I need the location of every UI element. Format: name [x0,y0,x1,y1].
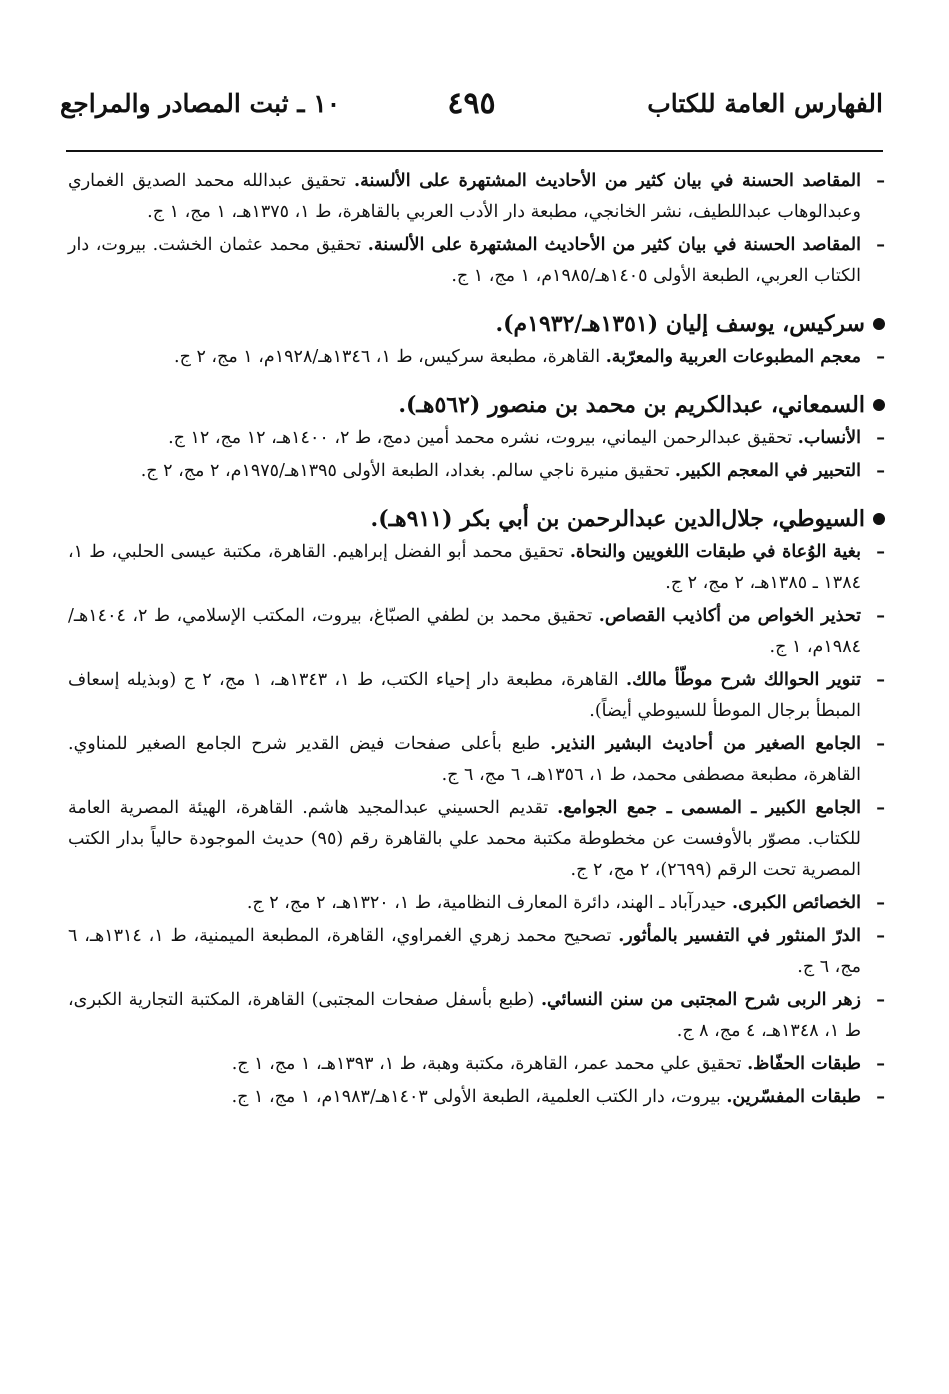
author-name: سركيس، يوسف إليان (١٣٥١هـ/١٩٣٢م). [495,311,865,337]
bibliography-list [68,166,885,1115]
entry-details: تحقيق عبدالله محمد الصديق الغماري وعبدالوهاب عبداللطيف، نشر الخانجي، مطبعة دار الأدب العربي بالقاهرة، ط ١، ١٣٧٥هـ، ١ مج، ١ ج. [68,171,861,222]
entry-details: تحقيق منيرة ناجي سالم. بغداد، الطبعة الأولى ١٣٩٥هـ/١٩٧٥م، ٢ مج، ٢ ج. [140,461,670,481]
entry-title: زهر الربى شرح المجتبى من سنن النسائي. [540,990,861,1010]
entry-dash: – [876,990,885,1010]
entry-dash: – [876,461,885,481]
entry-title: الدرّ المنثور في التفسير بالمأثور. [618,926,861,946]
author-name: السمعاني، عبدالكريم بن محمد بن منصور (٥٦٢هـ). [398,392,865,418]
author-name: السيوطي، جلال‌الدين عبدالرحمن بن أبي بكر (٩١١هـ). [370,506,865,532]
entry-details: تحقيق عبدالرحمن اليماني، بيروت، نشره محمد أمين دمج، ط ٢، ١٤٠٠هـ، ١٢ مج، ١٢ ج. [168,428,793,448]
entry-dash: – [876,670,885,690]
bullet-icon [873,513,885,525]
entry-dash: – [876,798,885,818]
entry-dash: – [876,235,885,255]
bibliography-entry [68,1049,885,1080]
bibliography-entry [68,166,885,228]
header-section-title: ١٠ ـ ثبت المصادر والمراجع [60,88,341,118]
entry-details: طبع بأعلى صفحات فيض القدير شرح الجامع الصغير للمناوي. القاهرة، مطبعة مصطفى محمد، ط ١، ١٣٥٦هـ، ٦ مج، ٦ ج. [68,734,861,785]
entry-dash: – [876,171,885,191]
entry-details: تصحيح محمد زهري الغمراوي، القاهرة، المطبعة الميمنية، ط ١، ١٣١٤هـ، ٦ مج، ٦ ج. [68,926,861,977]
entry-title: بغية الوُعاة في طبقات اللغويين والنحاة. [569,542,861,562]
bibliography-entry [68,729,885,791]
bibliography-entry [68,537,885,599]
entry-dash: – [876,542,885,562]
entry-dash: – [876,734,885,754]
entry-dash: – [876,893,885,913]
entry-details: تحقيق محمد أبو الفضل إبراهيم. القاهرة، مكتبة عيسى الحلبي، ط ١، ١٣٨٤ ـ ١٣٨٥هـ، ٢ مج، ٢ ج. [68,542,861,593]
bibliography-entry [68,888,885,919]
header-rule [66,150,883,152]
bibliography-entry [68,793,885,886]
entry-title: طبقات الحفّاظ. [747,1054,861,1074]
bibliography-entry [68,1082,885,1113]
entry-title: طبقات المفسّرين. [726,1087,861,1107]
entry-title: الجامع الصغير من أحاديث البشير النذير. [550,734,861,754]
entry-dash: – [876,926,885,946]
bullet-icon [873,399,885,411]
entry-dash: – [876,606,885,626]
entry-details: تقديم الحسيني عبدالمجيد هاشم. القاهرة، الهيئة المصرية العامة للكتاب. مصوّر بالأوفست عن مخطوطة مكتبة محمد علي بالقاهرة رقم (٩٥) حديث الموجودة حالياً بدار الكتب المصرية تحت الرقم (٢٦٩٩)، ٢ مج، ٢ ج. [68,798,861,880]
bibliography-entry [68,230,885,292]
entry-dash: – [876,428,885,448]
entry-title: المقاصد الحسنة في بيان كثير من الأحاديث المشتهرة على الألسنة. [367,235,861,255]
bibliography-entry [68,342,885,373]
entry-dash: – [876,347,885,367]
bibliography-entry [68,423,885,454]
page-number: ٤٩٥ [447,85,496,121]
entry-title: الجامع الكبير ـ المسمى ـ جمع الجوامع. [557,798,861,818]
entry-details: تحقيق محمد بن لطفي الصبّاغ، بيروت، المكتب الإسلامي، ط ٢، ١٤٠٤هـ/١٩٨٤م، ١ ج. [68,606,861,657]
page-header [60,82,883,124]
entry-title: الخصائص الكبرى. [732,893,861,913]
entry-title: المقاصد الحسنة في بيان كثير من الأحاديث المشتهرة على الألسنة. [354,171,861,191]
entry-details: القاهرة، مطبعة سركيس، ط ١، ١٣٤٦هـ/١٩٢٨م، ١ مج، ٢ ج. [174,347,601,367]
entry-details: القاهرة، مطبعة دار إحياء الكتب، ط ١، ١٣٤٣هـ، ١ مج، ٢ ج (وبذيله إسعاف المبطأ برجال الموطأ للسيوطي أيضاً). [68,670,861,721]
author-heading [68,306,885,342]
entry-title: تنوير الحوالك شرح موطّأ مالك. [625,670,861,690]
author-heading [68,387,885,423]
entry-dash: – [876,1087,885,1107]
entry-details: بيروت، دار الكتب العلمية، الطبعة الأولى ١٤٠٣هـ/١٩٨٣م، ١ مج، ١ ج. [231,1087,721,1107]
entry-details: تحقيق علي محمد عمر، القاهرة، مكتبة وهبة، ط ١، ١٣٩٣هـ، ١ مج، ١ ج. [231,1054,742,1074]
bibliography-entry [68,665,885,727]
bibliography-entry [68,601,885,663]
entry-details: تحقيق محمد عثمان الخشت. بيروت، دار الكتاب العربي، الطبعة الأولى ١٤٠٥هـ/١٩٨٥م، ١ مج، ١ ج. [68,235,861,286]
bibliography-entry [68,985,885,1047]
entry-title: التحبير في المعجم الكبير. [674,461,861,481]
entry-details: حيدرآباد ـ الهند، دائرة المعارف النظامية، ط ١، ١٣٢٠هـ، ٢ مج، ٢ ج. [246,893,727,913]
entry-dash: – [876,1054,885,1074]
bibliography-entry [68,921,885,983]
header-book-title: الفهارس العامة للكتاب [647,88,883,118]
entry-details: (طبع بأسفل صفحات المجتبى) القاهرة، المكتبة التجارية الكبرى، ط ١، ١٣٤٨هـ، ٤ مج، ٨ ج. [68,990,861,1041]
entry-title: معجم المطبوعات العربية والمعرّبة. [605,347,861,367]
author-heading [68,501,885,537]
bullet-icon [873,318,885,330]
entry-title: تحذير الخواص من أكاذيب القصاص. [598,606,861,626]
bibliography-entry [68,456,885,487]
entry-title: الأنساب. [797,428,861,448]
